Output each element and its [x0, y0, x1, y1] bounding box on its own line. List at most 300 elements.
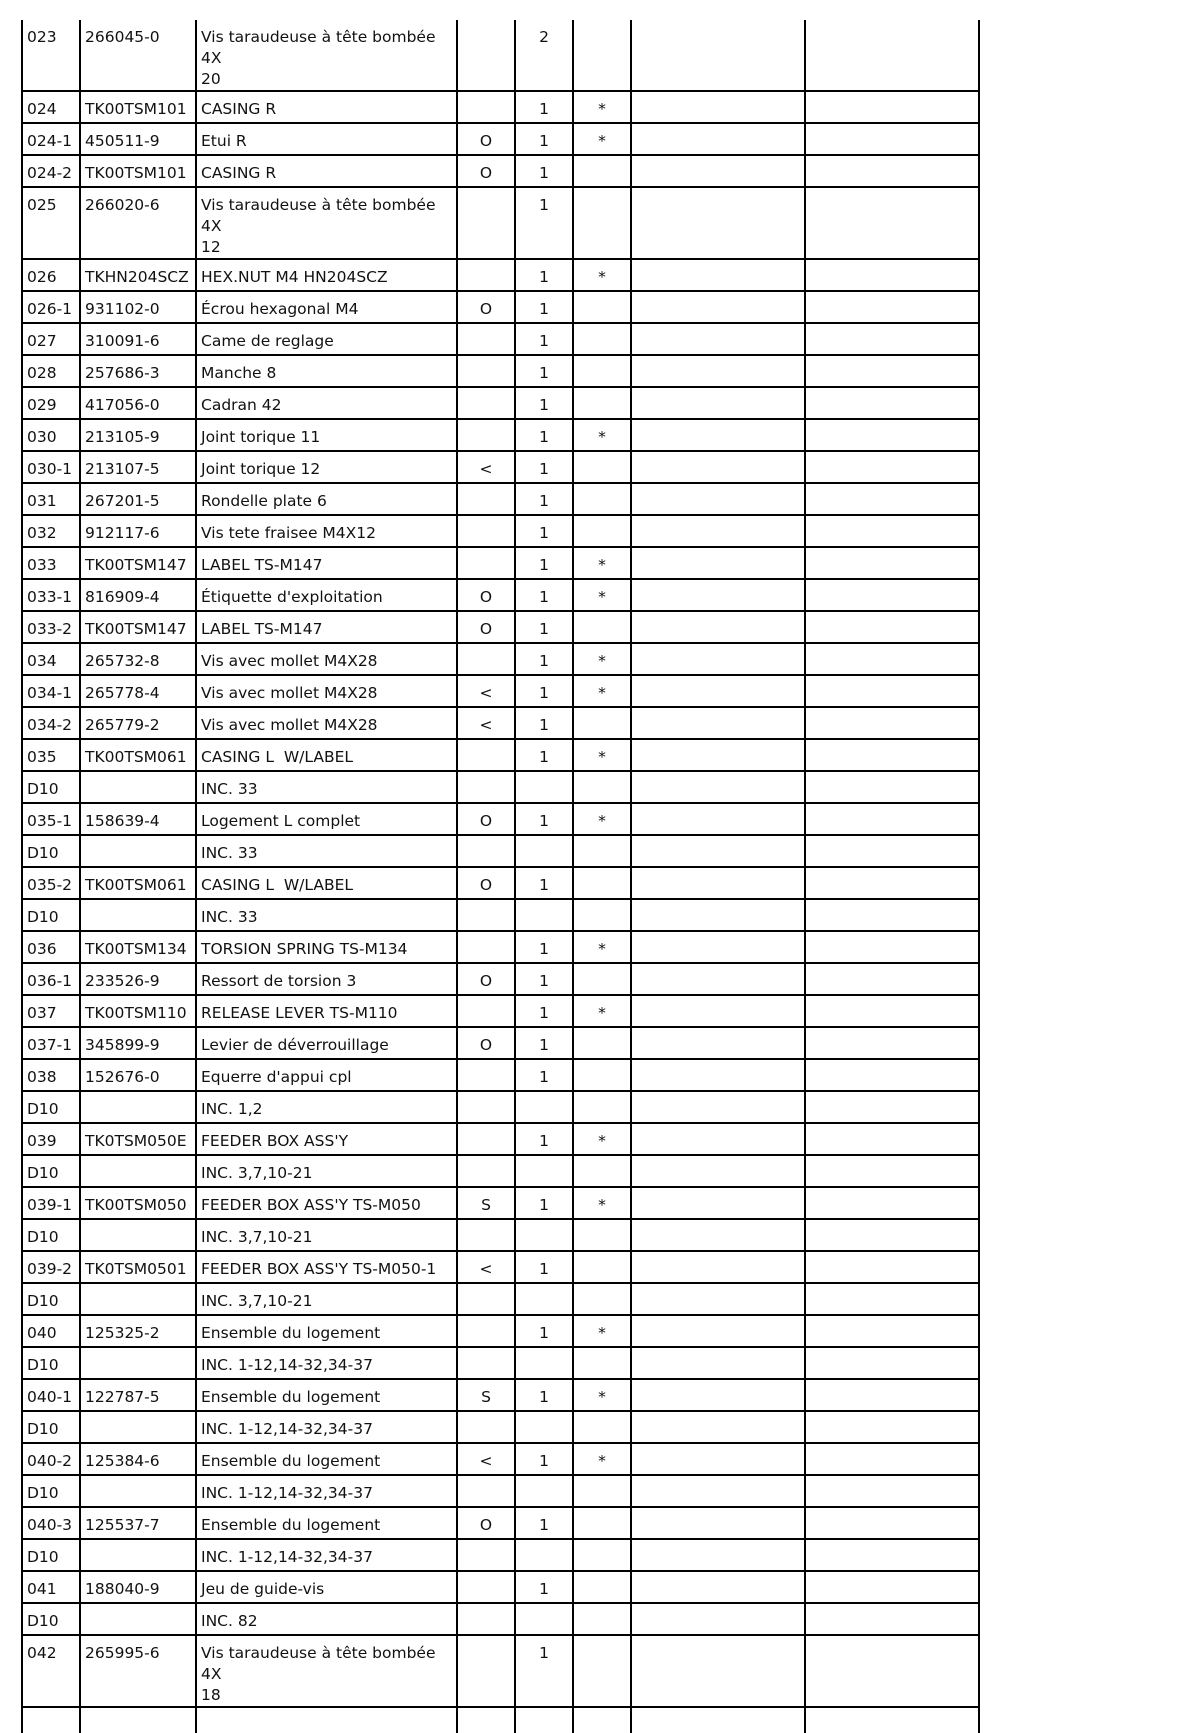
empty-cell-a — [631, 1155, 805, 1187]
table-row — [22, 1155, 979, 1187]
marker-cell — [573, 1347, 631, 1379]
change-flag-cell — [457, 1283, 515, 1315]
part-number-cell: TK00TSM134 — [80, 931, 196, 963]
item-number-cell: 038 — [22, 1059, 80, 1091]
quantity-cell: 1 — [515, 1379, 573, 1411]
empty-cell-b — [805, 1707, 979, 1733]
item-number-cell: D10 — [22, 1219, 80, 1251]
description-cell: CASING R — [196, 91, 457, 123]
empty-cell-a — [631, 579, 805, 611]
item-number-cell: 033-1 — [22, 579, 80, 611]
part-number-cell: TKHN204SCZ — [80, 259, 196, 291]
empty-cell-a — [631, 995, 805, 1027]
change-flag-cell: O — [457, 867, 515, 899]
description-cell: TORSION SPRING TS-M134 — [196, 931, 457, 963]
change-flag-cell: < — [457, 1443, 515, 1475]
empty-cell-b — [805, 835, 979, 867]
change-flag-cell — [457, 419, 515, 451]
empty-cell-b — [805, 1635, 979, 1707]
change-flag-cell — [457, 1603, 515, 1635]
item-number-cell: 024-2 — [22, 155, 80, 187]
change-flag-cell — [457, 1059, 515, 1091]
marker-cell — [573, 963, 631, 995]
marker-cell — [573, 483, 631, 515]
table-row — [22, 155, 979, 187]
empty-cell-b — [805, 1315, 979, 1347]
marker-cell: * — [573, 259, 631, 291]
change-flag-cell — [457, 835, 515, 867]
part-number-cell: TK0TSM050E — [80, 1123, 196, 1155]
marker-cell — [573, 1539, 631, 1571]
item-number-cell: 041 — [22, 1571, 80, 1603]
empty-cell-a — [631, 1027, 805, 1059]
empty-cell-b — [805, 1443, 979, 1475]
change-flag-cell — [457, 355, 515, 387]
empty-cell-a — [631, 259, 805, 291]
empty-cell-a — [631, 451, 805, 483]
part-number-cell: 267201-5 — [80, 483, 196, 515]
marker-cell — [573, 355, 631, 387]
item-number-cell: D10 — [22, 899, 80, 931]
item-number-cell: 040-1 — [22, 1379, 80, 1411]
description-cell: Vis taraudeuse à tête bombée 4X 12 — [196, 187, 457, 259]
table-row — [22, 483, 979, 515]
quantity-cell: 1 — [515, 187, 573, 259]
table-row — [22, 91, 979, 123]
empty-cell-a — [631, 155, 805, 187]
description-cell: INC. 3,7,10-21 — [196, 1219, 457, 1251]
quantity-cell: 2 — [515, 20, 573, 91]
description-cell: INC. 3,7,10-21 — [196, 1155, 457, 1187]
quantity-cell: 1 — [515, 291, 573, 323]
table-row — [22, 387, 979, 419]
description-cell: Ensemble du logement — [196, 1379, 457, 1411]
empty-cell-b — [805, 707, 979, 739]
table-row — [22, 1603, 979, 1635]
empty-cell-a — [631, 1603, 805, 1635]
table-row — [22, 547, 979, 579]
table-row — [22, 771, 979, 803]
part-number-cell: 257686-3 — [80, 355, 196, 387]
part-number-cell — [80, 1091, 196, 1123]
change-flag-cell — [457, 739, 515, 771]
part-number-cell: 266020-6 — [80, 187, 196, 259]
quantity-cell: 1 — [515, 1571, 573, 1603]
item-number-cell: 024 — [22, 91, 80, 123]
change-flag-cell — [457, 91, 515, 123]
change-flag-cell: S — [457, 1187, 515, 1219]
empty-cell-a — [631, 1475, 805, 1507]
quantity-cell: 1 — [515, 355, 573, 387]
part-number-cell: 233526-9 — [80, 963, 196, 995]
change-flag-cell: < — [457, 707, 515, 739]
quantity-cell: 1 — [515, 963, 573, 995]
marker-cell — [573, 1707, 631, 1733]
empty-cell-a — [631, 1635, 805, 1707]
description-cell: Vis avec mollet M4X28 — [196, 643, 457, 675]
empty-cell-b — [805, 1571, 979, 1603]
quantity-cell: 1 — [515, 451, 573, 483]
marker-cell — [573, 1059, 631, 1091]
empty-cell-a — [631, 611, 805, 643]
part-number-cell: TK00TSM061 — [80, 867, 196, 899]
table-row — [22, 579, 979, 611]
empty-cell-a — [631, 1283, 805, 1315]
empty-cell-b — [805, 1219, 979, 1251]
part-number-cell: 152676-0 — [80, 1059, 196, 1091]
table-row — [22, 867, 979, 899]
item-number-cell: D10 — [22, 1475, 80, 1507]
change-flag-cell — [457, 1635, 515, 1707]
change-flag-cell — [457, 1475, 515, 1507]
item-number-cell: D10 — [22, 835, 80, 867]
empty-cell-a — [631, 1411, 805, 1443]
item-number-cell: D10 — [22, 1539, 80, 1571]
table-row — [22, 123, 979, 155]
item-number-cell: D10 — [22, 1603, 80, 1635]
description-cell: INC. 1-12,14-32,34-37 — [196, 1411, 457, 1443]
quantity-cell: 1 — [515, 483, 573, 515]
item-number-cell: 036 — [22, 931, 80, 963]
table-row — [22, 1539, 979, 1571]
description-cell: Ensemble du logement — [196, 1507, 457, 1539]
description-cell: CASING R — [196, 155, 457, 187]
part-number-cell: 265779-2 — [80, 707, 196, 739]
change-flag-cell — [457, 1411, 515, 1443]
quantity-cell: 1 — [515, 707, 573, 739]
quantity-cell — [515, 1155, 573, 1187]
part-number-cell: TK00TSM050 — [80, 1187, 196, 1219]
marker-cell: * — [573, 579, 631, 611]
quantity-cell: 1 — [515, 931, 573, 963]
description-cell: FEEDER BOX ASS'Y TS-M050-1 — [196, 1251, 457, 1283]
empty-cell-a — [631, 123, 805, 155]
description-cell: CASING L W/LABEL — [196, 739, 457, 771]
table-row — [22, 1347, 979, 1379]
empty-cell-b — [805, 259, 979, 291]
part-number-cell: 417056-0 — [80, 387, 196, 419]
marker-cell: * — [573, 1123, 631, 1155]
change-flag-cell: < — [457, 451, 515, 483]
quantity-cell: 1 — [515, 1187, 573, 1219]
description-cell: CASING L W/LABEL — [196, 867, 457, 899]
marker-cell — [573, 451, 631, 483]
item-number-cell: D10 — [22, 1283, 80, 1315]
item-number-cell — [22, 1707, 80, 1733]
change-flag-cell — [457, 1347, 515, 1379]
item-number-cell: 040-2 — [22, 1443, 80, 1475]
part-number-cell: 125537-7 — [80, 1507, 196, 1539]
marker-cell: * — [573, 931, 631, 963]
item-number-cell: 035-1 — [22, 803, 80, 835]
table-row — [22, 995, 979, 1027]
description-cell: INC. 82 — [196, 1603, 457, 1635]
marker-cell: * — [573, 91, 631, 123]
quantity-cell: 1 — [515, 323, 573, 355]
quantity-cell: 1 — [515, 1443, 573, 1475]
part-number-cell: 122787-5 — [80, 1379, 196, 1411]
description-cell: HEX.NUT M4 HN204SCZ — [196, 259, 457, 291]
quantity-cell: 1 — [515, 675, 573, 707]
description-cell: Vis avec mollet M4X28 — [196, 675, 457, 707]
table-row — [22, 1283, 979, 1315]
marker-cell — [573, 867, 631, 899]
item-number-cell: 033-2 — [22, 611, 80, 643]
change-flag-cell — [457, 1123, 515, 1155]
quantity-cell — [515, 1347, 573, 1379]
quantity-cell: 1 — [515, 387, 573, 419]
empty-cell-a — [631, 707, 805, 739]
empty-cell-b — [805, 187, 979, 259]
part-number-cell: 265778-4 — [80, 675, 196, 707]
description-cell: Jeu de guide-vis — [196, 1571, 457, 1603]
quantity-cell: 1 — [515, 643, 573, 675]
marker-cell — [573, 291, 631, 323]
table-row — [22, 20, 979, 91]
empty-cell-a — [631, 1443, 805, 1475]
part-number-cell: TK00TSM147 — [80, 611, 196, 643]
quantity-cell: 1 — [515, 995, 573, 1027]
empty-cell-b — [805, 1475, 979, 1507]
quantity-cell: 1 — [515, 91, 573, 123]
part-number-cell — [80, 835, 196, 867]
item-number-cell: 042 — [22, 1635, 80, 1707]
description-cell: INC. 3,7,10-21 — [196, 1283, 457, 1315]
table-row — [22, 1443, 979, 1475]
empty-cell-b — [805, 355, 979, 387]
table-row — [22, 1187, 979, 1219]
quantity-cell — [515, 771, 573, 803]
change-flag-cell: < — [457, 1251, 515, 1283]
marker-cell — [573, 323, 631, 355]
description-cell: Logement L complet — [196, 803, 457, 835]
part-number-cell: 345899-9 — [80, 1027, 196, 1059]
change-flag-cell — [457, 899, 515, 931]
empty-cell-a — [631, 1091, 805, 1123]
empty-cell-a — [631, 323, 805, 355]
marker-cell — [573, 1571, 631, 1603]
empty-cell-b — [805, 1155, 979, 1187]
change-flag-cell — [457, 187, 515, 259]
item-number-cell: 039-1 — [22, 1187, 80, 1219]
change-flag-cell: O — [457, 803, 515, 835]
change-flag-cell — [457, 1219, 515, 1251]
description-cell: INC. 33 — [196, 899, 457, 931]
quantity-cell: 1 — [515, 155, 573, 187]
marker-cell — [573, 1251, 631, 1283]
empty-cell-b — [805, 123, 979, 155]
marker-cell — [573, 1603, 631, 1635]
empty-cell-b — [805, 1347, 979, 1379]
empty-cell-a — [631, 1707, 805, 1733]
change-flag-cell — [457, 771, 515, 803]
part-number-cell — [80, 1283, 196, 1315]
part-number-cell: 213107-5 — [80, 451, 196, 483]
item-number-cell: 034-2 — [22, 707, 80, 739]
empty-cell-b — [805, 419, 979, 451]
empty-cell-a — [631, 1507, 805, 1539]
change-flag-cell: O — [457, 963, 515, 995]
table-row — [22, 803, 979, 835]
table-row — [22, 259, 979, 291]
description-cell: Étiquette d'exploitation — [196, 579, 457, 611]
marker-cell: * — [573, 995, 631, 1027]
table-row — [22, 187, 979, 259]
part-number-cell: TK00TSM101 — [80, 155, 196, 187]
description-cell: Cadran 42 — [196, 387, 457, 419]
table-row — [22, 1635, 979, 1707]
description-cell: INC. 33 — [196, 771, 457, 803]
item-number-cell: 023 — [22, 20, 80, 91]
description-cell: Ensemble du logement — [196, 1315, 457, 1347]
change-flag-cell — [457, 20, 515, 91]
empty-cell-b — [805, 483, 979, 515]
table-row — [22, 419, 979, 451]
empty-cell-b — [805, 1251, 979, 1283]
item-number-cell: 026-1 — [22, 291, 80, 323]
quantity-cell: 1 — [515, 1027, 573, 1059]
description-cell: Equerre d'appui cpl — [196, 1059, 457, 1091]
table-row — [22, 643, 979, 675]
empty-cell-a — [631, 1379, 805, 1411]
part-number-cell: TK00TSM061 — [80, 739, 196, 771]
table-row — [22, 675, 979, 707]
part-number-cell — [80, 1539, 196, 1571]
item-number-cell: 032 — [22, 515, 80, 547]
empty-cell-a — [631, 1251, 805, 1283]
part-number-cell — [80, 1707, 196, 1733]
empty-cell-a — [631, 1539, 805, 1571]
item-number-cell: 037-1 — [22, 1027, 80, 1059]
description-cell: Manche 8 — [196, 355, 457, 387]
table-row — [22, 1251, 979, 1283]
change-flag-cell: O — [457, 579, 515, 611]
empty-cell-b — [805, 387, 979, 419]
description-cell: INC. 33 — [196, 835, 457, 867]
empty-cell-a — [631, 739, 805, 771]
description-cell: FEEDER BOX ASS'Y — [196, 1123, 457, 1155]
quantity-cell — [515, 1411, 573, 1443]
item-number-cell: 029 — [22, 387, 80, 419]
table-row — [22, 323, 979, 355]
part-number-cell: 450511-9 — [80, 123, 196, 155]
change-flag-cell: O — [457, 291, 515, 323]
parts-list-table — [21, 20, 980, 1733]
empty-cell-a — [631, 1219, 805, 1251]
marker-cell: * — [573, 803, 631, 835]
empty-cell-a — [631, 187, 805, 259]
quantity-cell: 1 — [515, 867, 573, 899]
marker-cell — [573, 707, 631, 739]
empty-cell-b — [805, 515, 979, 547]
marker-cell — [573, 515, 631, 547]
part-number-cell: 266045-0 — [80, 20, 196, 91]
change-flag-cell — [457, 483, 515, 515]
quantity-cell: 1 — [515, 1635, 573, 1707]
marker-cell — [573, 1635, 631, 1707]
part-number-cell: 188040-9 — [80, 1571, 196, 1603]
marker-cell — [573, 1411, 631, 1443]
empty-cell-b — [805, 611, 979, 643]
empty-cell-b — [805, 995, 979, 1027]
item-number-cell: 028 — [22, 355, 80, 387]
empty-cell-b — [805, 323, 979, 355]
item-number-cell: D10 — [22, 1347, 80, 1379]
description-cell: Levier de déverrouillage — [196, 1027, 457, 1059]
description-cell: Joint torique 11 — [196, 419, 457, 451]
description-cell: INC. 1-12,14-32,34-37 — [196, 1539, 457, 1571]
part-number-cell: TK00TSM110 — [80, 995, 196, 1027]
quantity-cell — [515, 1539, 573, 1571]
description-cell: Vis tete fraisee M4X12 — [196, 515, 457, 547]
item-number-cell: 026 — [22, 259, 80, 291]
description-cell: LABEL TS-M147 — [196, 547, 457, 579]
table-row — [22, 1123, 979, 1155]
item-number-cell: 024-1 — [22, 123, 80, 155]
empty-cell-b — [805, 451, 979, 483]
empty-cell-a — [631, 899, 805, 931]
change-flag-cell — [457, 1091, 515, 1123]
description-cell: RELEASE LEVER TS-M110 — [196, 995, 457, 1027]
quantity-cell — [515, 899, 573, 931]
empty-cell-a — [631, 1187, 805, 1219]
item-number-cell: 030 — [22, 419, 80, 451]
marker-cell: * — [573, 1315, 631, 1347]
item-number-cell: 034-1 — [22, 675, 80, 707]
marker-cell — [573, 899, 631, 931]
table-row — [22, 899, 979, 931]
marker-cell: * — [573, 1379, 631, 1411]
part-number-cell — [80, 1603, 196, 1635]
quantity-cell — [515, 1475, 573, 1507]
change-flag-cell: S — [457, 1379, 515, 1411]
parts-table-body — [22, 20, 979, 1733]
description-cell: INC. 1-12,14-32,34-37 — [196, 1347, 457, 1379]
part-number-cell — [80, 771, 196, 803]
quantity-cell: 1 — [515, 259, 573, 291]
empty-cell-a — [631, 515, 805, 547]
empty-cell-a — [631, 835, 805, 867]
table-row — [22, 1027, 979, 1059]
empty-cell-a — [631, 803, 805, 835]
empty-cell-a — [631, 91, 805, 123]
part-number-cell — [80, 1155, 196, 1187]
empty-cell-a — [631, 1347, 805, 1379]
marker-cell: * — [573, 1443, 631, 1475]
change-flag-cell — [457, 995, 515, 1027]
empty-cell-b — [805, 1059, 979, 1091]
quantity-cell: 1 — [515, 1059, 573, 1091]
table-row — [22, 931, 979, 963]
description-cell: Ensemble du logement — [196, 1443, 457, 1475]
item-number-cell: 034 — [22, 643, 80, 675]
table-row — [22, 451, 979, 483]
marker-cell — [573, 1507, 631, 1539]
empty-cell-a — [631, 867, 805, 899]
marker-cell — [573, 835, 631, 867]
part-number-cell: 125384-6 — [80, 1443, 196, 1475]
marker-cell — [573, 771, 631, 803]
item-number-cell: 040-3 — [22, 1507, 80, 1539]
part-number-cell: 125325-2 — [80, 1315, 196, 1347]
part-number-cell: TK0TSM0501 — [80, 1251, 196, 1283]
description-cell: Vis taraudeuse à tête bombée 4X 18 — [196, 1635, 457, 1707]
item-number-cell: 033 — [22, 547, 80, 579]
change-flag-cell — [457, 547, 515, 579]
table-row — [22, 291, 979, 323]
table-row — [22, 707, 979, 739]
empty-cell-a — [631, 931, 805, 963]
